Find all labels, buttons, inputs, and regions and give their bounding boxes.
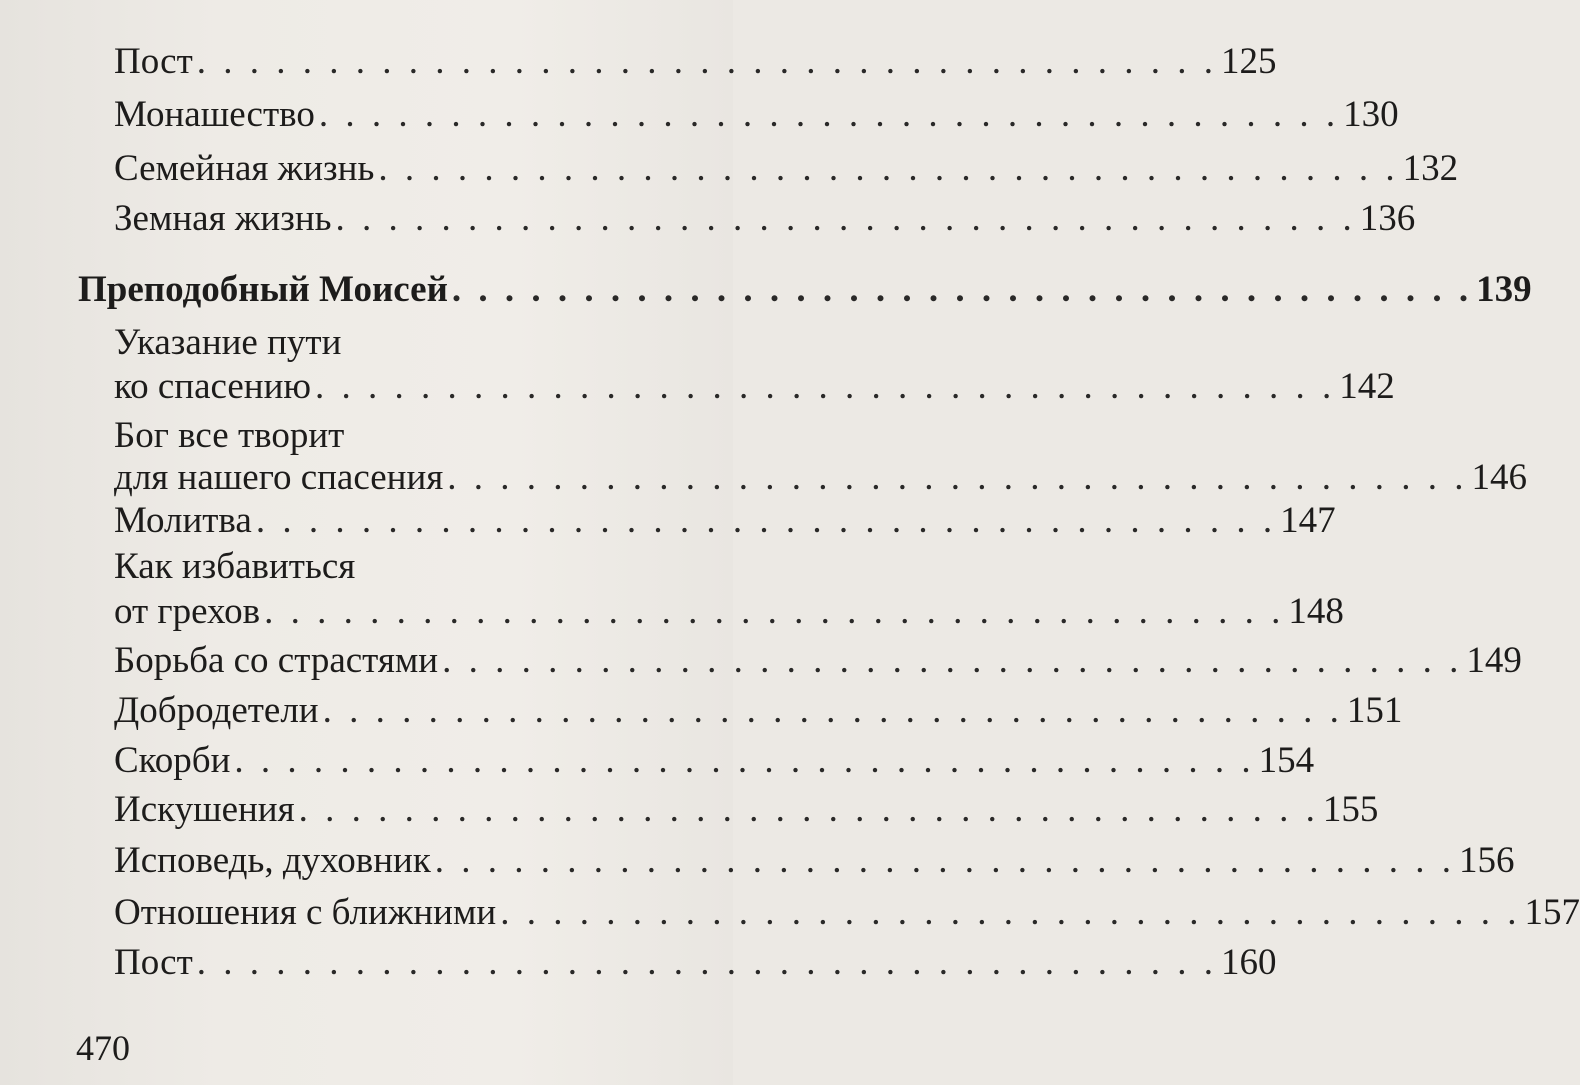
toc-entry-title: Молитва xyxy=(114,500,252,541)
toc-entry-page: 136 xyxy=(1359,198,1416,239)
toc-entry xyxy=(0,319,733,367)
toc-entry-title-line1: Бог все творит xyxy=(114,415,345,456)
dot-leader: . . . . . . . . . . . . . . . . . . . . . . . . . . . . . . . . . . . . . . . xyxy=(442,640,1463,681)
toc-entry xyxy=(0,543,733,591)
toc-entry-page: 151 xyxy=(1346,690,1403,731)
toc-entry-title: Пост xyxy=(114,942,193,983)
toc-entry xyxy=(0,837,1515,885)
toc-entry-title: Семейная жизнь xyxy=(114,148,375,189)
toc-entry xyxy=(0,786,1379,834)
toc-entry xyxy=(0,939,1277,987)
toc-entry-title: Добродетели xyxy=(114,690,319,731)
toc-entry xyxy=(0,454,1528,502)
toc-entry-page: 132 xyxy=(1402,148,1459,189)
toc-entry xyxy=(0,38,1277,86)
toc-entry-title-line1: Указание пути xyxy=(114,322,342,363)
dot-leader: . . . . . . . . . . . . . . . . . . . . . . . . . . . . . . . . . . . . . . . xyxy=(335,198,1356,239)
toc-entry-page: 148 xyxy=(1288,591,1344,632)
toc-entry-page: 130 xyxy=(1343,94,1399,135)
toc-entry-title-line1: Как избавиться xyxy=(114,546,356,587)
toc-entry-page: 156 xyxy=(1459,840,1515,881)
toc-entry-title: ко спасению xyxy=(114,366,312,407)
dot-leader: . . . . . . . . . . . . . . . . . . . . . . . . . . . . . . . . . . . . . . . xyxy=(196,942,1217,983)
toc-entry xyxy=(0,412,733,460)
toc-entry-page: 125 xyxy=(1220,41,1277,82)
toc-entry xyxy=(0,195,1416,243)
toc-entry-page: 155 xyxy=(1322,789,1379,830)
dot-leader: . . . . . . . . . . . . . . . . . . . . . . . . . . . . . . . . . . . . . . . xyxy=(434,840,1456,881)
toc-entry-page: 157 xyxy=(1524,892,1580,933)
dot-leader: . . . . . . . . . . . . . . . . . . . . . . . . . . . . . . . . . . . . . . . xyxy=(322,690,1343,731)
toc-entry xyxy=(0,637,1522,685)
dot-leader: . . . . . . . . . . . . . . . . . . . . . . . . . . . . . . . . . . . . . . . xyxy=(315,366,1336,407)
toc-entry-page: 147 xyxy=(1280,500,1336,541)
toc-entry xyxy=(0,497,1336,545)
toc-entry xyxy=(0,889,1580,937)
dot-leader: . . . . . . . . . . . . . . . . . . . . . . . . . . . . . . . . . . . . . . . xyxy=(298,789,1319,830)
toc-entry-title: Пост xyxy=(114,41,193,82)
toc-entry-title: Искушения xyxy=(114,789,295,830)
dot-leader: . . . . . . . . . . . . . . . . . . . . . . . . . . . . . . . . . . . . . . . xyxy=(500,892,1521,933)
dot-leader: . . . . . . . . . . . . . . . . . . . . . . . . . . . . . . . . . . . . . . . xyxy=(378,148,1399,189)
page-number: 470 xyxy=(76,1028,130,1068)
dot-leader: . . . . . . . . . . . . . . . . . . . . . . . . . . . . . . . . . . . . . . . xyxy=(234,740,1255,781)
toc-entry xyxy=(0,363,1395,411)
dot-leader: . . . . . . . . . . . . . . . . . . . . . . . . . . . . . . . . . . . . . . . xyxy=(255,500,1277,541)
toc-entry-page: 142 xyxy=(1339,366,1395,407)
dot-leader: . . . . . . . . . . . . . . . . . . . . . . . . . . . . . . . . . . . . . . . xyxy=(196,41,1217,82)
toc-entry-title: для нашего спасения xyxy=(114,457,444,498)
toc-entry-page: 146 xyxy=(1471,457,1528,498)
toc-entry-title: Преподобный Моисей xyxy=(78,269,448,310)
dot-leader: . . . . . . . . . . . . . . . . . . . . . . . . . . . . . . . . . . . . . . . xyxy=(451,269,1473,310)
toc-entry-title: Отношения с ближними xyxy=(114,892,497,933)
toc-entry-title: Исповедь, духовник xyxy=(114,840,431,881)
toc-entry-title: от грехов xyxy=(114,591,261,632)
toc-entry xyxy=(0,588,1344,636)
toc-entry-page: 154 xyxy=(1258,740,1315,781)
dot-leader: . . . . . . . . . . . . . . . . . . . . . . . . . . . . . . . . . . . . . . . xyxy=(318,94,1340,135)
toc-entry-title: Борьба со страстями xyxy=(114,640,439,681)
toc-entry-page: 139 xyxy=(1476,269,1532,310)
dot-leader: . . . . . . . . . . . . . . . . . . . . . . . . . . . . . . . . . . . . . . . xyxy=(264,591,1285,632)
toc-entry-page: 149 xyxy=(1466,640,1522,681)
dot-leader: . . . . . . . . . . . . . . . . . . . . . . . . . . . . . . . . . . . . . . . xyxy=(447,457,1468,498)
toc-entry-page: 160 xyxy=(1220,942,1277,983)
toc-entry-title: Монашество xyxy=(114,94,315,135)
toc-entry xyxy=(0,145,1459,193)
toc-entry xyxy=(0,737,1315,785)
toc-section-heading xyxy=(0,266,1532,314)
toc-entry xyxy=(0,91,1399,139)
toc-entry xyxy=(0,687,1403,735)
toc-entry-title: Скорби xyxy=(114,740,231,781)
toc-entry-title: Земная жизнь xyxy=(114,198,332,239)
